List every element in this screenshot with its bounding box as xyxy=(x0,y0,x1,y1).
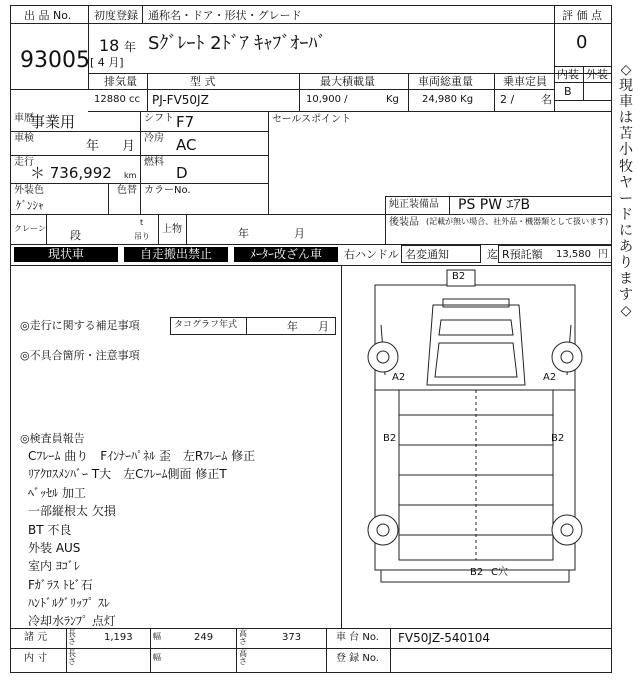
ac-label: 冷房 xyxy=(144,133,164,144)
length-value: 1,193 xyxy=(104,632,133,643)
interior-dims-label: 内 寸 xyxy=(24,653,48,664)
tax-label: R預託額 xyxy=(502,248,543,261)
meter-badge: ﾒｰﾀｰ改ざん車 xyxy=(234,247,338,262)
car-name-label: 通称名・ドア・形状・グレード xyxy=(148,9,302,22)
tachograph-year: 年 xyxy=(287,320,298,333)
ac-value: AC xyxy=(176,136,197,154)
lot-label: 出 品 No. xyxy=(24,9,72,22)
upper-year: 年 xyxy=(238,227,249,240)
max-load-label: 最大積載量 xyxy=(320,75,375,88)
side-char: 牧 xyxy=(619,158,633,175)
height-value: 373 xyxy=(282,632,302,643)
diagram-left-mid-mark: B2 xyxy=(383,433,397,444)
aftermarket-note: (記載が無い場合、社外品・機器類として扱います) xyxy=(426,217,609,226)
capacity-label: 乗車定員 xyxy=(503,75,547,88)
inspector-line: ﾊﾝﾄﾞﾙｸﾞﾘｯﾌﾟ ｽﾚ xyxy=(28,596,110,610)
side-char: あ xyxy=(619,239,633,256)
interior-width-label: 幅 xyxy=(153,653,161,662)
crane-t: t xyxy=(140,218,144,227)
height-label: 高さ xyxy=(239,629,247,646)
tax-unit: 円 xyxy=(598,249,608,260)
displacement-label: 排気量 xyxy=(104,75,137,88)
condition-badge: 現状車 xyxy=(14,247,118,262)
side-char: は xyxy=(619,110,633,127)
model-label: 型 式 xyxy=(190,75,216,88)
score-value: 0 xyxy=(576,32,588,53)
width-label: 幅 xyxy=(153,632,161,641)
mileage-value: ＊ 736,992 xyxy=(30,164,112,182)
inspection-month: 月 xyxy=(122,139,136,154)
inspector-line: ﾍﾞｯｾﾙ 加工 xyxy=(28,486,86,500)
model-code: PJ-FV50JZ xyxy=(152,93,209,107)
color-code-label: カラーNo. xyxy=(144,185,191,196)
capacity-value: 2 / xyxy=(500,93,515,106)
side-char: す xyxy=(619,287,633,304)
interior-length-label: 長さ xyxy=(68,649,76,666)
inspection-year: 年 xyxy=(86,139,100,154)
color-value: ｹﾞﾝｼｬ xyxy=(16,199,44,212)
aftermarket-label: 後装品 xyxy=(389,217,419,228)
upper-label: 上物 xyxy=(162,224,182,235)
side-char: ー xyxy=(619,190,633,207)
diagram-right-front-mark: A2 xyxy=(543,372,557,383)
inspector-label: ◎検査員報告 xyxy=(20,432,85,445)
tachograph-label: タコグラフ年式 xyxy=(174,320,238,330)
inspector-line: 室内 ﾖｺﾞﾚ xyxy=(28,559,80,573)
side-notice xyxy=(615,62,637,320)
reg-year: 18 xyxy=(99,36,120,55)
diagram-bottom-note: C穴 xyxy=(491,567,508,578)
shift-label: シフト xyxy=(144,113,174,124)
options-value: PS PW ｴｱB xyxy=(458,197,531,213)
tax-value: 13,580 xyxy=(556,249,591,260)
chassis-value: FV50JZ-540104 xyxy=(398,631,491,645)
diagram-left-front-mark: A2 xyxy=(392,372,406,383)
side-char: 現 xyxy=(619,78,633,95)
name-change-label: 名変通知 xyxy=(405,248,449,261)
options-label: 純正装備品 xyxy=(389,199,439,210)
diagram-bottom-mark: B2 xyxy=(470,567,484,578)
side-char: ド xyxy=(619,206,633,223)
shift-value: F7 xyxy=(176,113,195,131)
inspector-line: ﾘｱｸﾛｽﾒﾝﾊﾞｰ T大 左Cﾌﾚｰﾑ側面 修正T xyxy=(28,467,227,481)
handle-label: 右ハンドル xyxy=(344,248,399,261)
side-char: ◇ xyxy=(620,303,632,320)
truck-body-outline xyxy=(375,285,575,570)
defects-label: ◎不具合箇所・注意事項 xyxy=(20,349,140,362)
first-reg-label: 初度登録 xyxy=(94,9,138,22)
side-char: り xyxy=(619,255,633,272)
side-char: ヤ xyxy=(619,174,633,191)
mileage-unit: km xyxy=(124,171,137,180)
chassis-label: 車 台 No. xyxy=(336,632,379,643)
gross-weight-label: 車両総重量 xyxy=(418,75,473,88)
side-char: ま xyxy=(619,271,633,288)
sales-point-label: セールスポイント xyxy=(272,114,352,125)
crane-stage: 段 xyxy=(70,229,81,242)
crane-label: クレーン xyxy=(14,224,46,233)
cab-outline xyxy=(427,305,525,385)
driving-notes-label: ◎走行に関する補足事項 xyxy=(20,319,140,332)
max-load-value: 10,900 / xyxy=(306,94,348,105)
side-char: に xyxy=(619,222,633,239)
model-name: Sｸﾞﾚｰﾄ 2ﾄﾞｱ ｷｬﾌﾞｵｰﾊﾞ xyxy=(148,33,327,54)
exterior-label: 外装 xyxy=(586,68,608,81)
history-label: 車歴 xyxy=(14,113,34,124)
capacity-unit: 名 xyxy=(541,93,552,106)
tachograph-month: 月 xyxy=(318,320,329,333)
fuel-value: D xyxy=(176,164,188,182)
color-label: 外装色 xyxy=(14,185,44,196)
diagram-top-mark: B2 xyxy=(452,271,466,282)
self-drive-badge: 自走搬出禁止 xyxy=(124,247,228,262)
width-value: 249 xyxy=(194,632,214,643)
side-char: 車 xyxy=(619,94,633,111)
gross-weight-value: 24,980 Kg xyxy=(422,94,474,105)
interior-label: 内装 xyxy=(557,68,579,81)
history-value: 事業用 xyxy=(30,113,76,131)
displacement-value: 12880 cc xyxy=(94,94,140,105)
inspector-line: 外装 AUS xyxy=(28,541,81,555)
specs-label: 諸 元 xyxy=(24,632,48,643)
diagram-right-mid-mark: B2 xyxy=(551,433,565,444)
inspector-line: Fｶﾞﾗｽ ﾄﾋﾞ石 xyxy=(28,578,93,592)
side-char: 小 xyxy=(619,142,633,159)
inspection-label: 車検 xyxy=(14,133,34,144)
deadline-label: 迄 xyxy=(487,248,498,261)
length-label: 長さ xyxy=(68,629,76,646)
crane-hang: 吊り xyxy=(134,232,150,241)
side-char: ◇ xyxy=(620,62,632,78)
interior-value: B xyxy=(564,85,572,98)
lot-number: 93005 xyxy=(20,48,90,73)
reg-year-unit: 年 xyxy=(124,40,137,54)
mileage-label: 走行 xyxy=(14,157,34,168)
score-label: 評 価 点 xyxy=(562,9,602,22)
inspector-line: 冷却水ﾗﾝﾌﾟ 点灯 xyxy=(28,614,116,628)
reg-month: [ 4 月] xyxy=(90,56,124,69)
max-load-unit: Kg xyxy=(386,94,399,105)
color-no-label: 色替 xyxy=(117,185,137,196)
inspector-line: BT 不良 xyxy=(28,523,72,537)
inspector-line: 一部縦根太 欠損 xyxy=(28,504,116,518)
inspector-line: Cﾌﾚｰﾑ 曲り Fｲﾝﾅｰﾊﾟﾈﾙ 歪 左Rﾌﾚｰﾑ 修正 xyxy=(28,449,256,463)
interior-height-label: 高さ xyxy=(239,649,247,666)
upper-month: 月 xyxy=(294,227,305,240)
reg-label: 登 録 No. xyxy=(336,653,379,664)
side-char: 苫 xyxy=(619,126,633,143)
fuel-label: 燃料 xyxy=(144,157,164,168)
